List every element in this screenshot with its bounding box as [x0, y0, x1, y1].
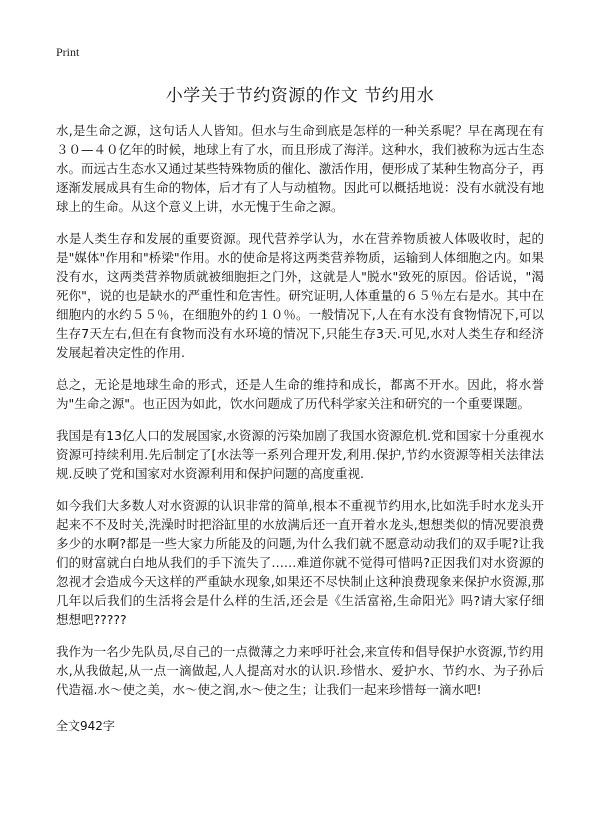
- paragraph-6: 我作为一名少先队员,尽自己的一点微薄之力来呼吁社会,来宣传和倡导保护水资源,节约用水,从我做起,从一点一滴做起,人人提高对水的认识.珍惜水、爱护水、节约水、为子孙后代造福.水～使之美，水～使之润,水～使之生；让我们一起来珍惜每一滴水吧!: [56, 644, 545, 697]
- print-link[interactable]: Print: [56, 45, 80, 59]
- word-count: 全文942字: [56, 719, 115, 733]
- paragraph-1: 水,是生命之源，这句话人人皆知。但水与生命到底是怎样的一种关系呢？早在离现在有３０—４０亿年的时候，地球上有了水，而且形成了海洋。这种水，我们被称为远古生态水。而远古生态水又通过某些特殊物质的催化、激活作用，便形成了某种生物高分子，再逐渐发展成具有生命的物体，后才有了人与动植物。因此可以概括地说：没有水就没有地球上的生命。从这个意义上讲，水无愧于生命之源。: [56, 123, 544, 214]
- page-title: 小学关于节约资源的作文 节约用水: [165, 86, 435, 106]
- paragraph-4: 我国是有13亿人口的发展国家,水资源的污染加剧了我国水资源危机.党和国家十分重视水资源可持续利用.先后制定了[水法等一系列合理开发,利用.保护,节约水资源等相关法律法规.反映了党和国家对水资源利用和保护问题的高度重视.: [56, 428, 544, 481]
- paragraph-2: 水是人类生存和发展的重要资源。现代营养学认为，水在营养物质被人体吸收时，起的是"媒体"作用和"桥梁"作用。水的使命是将这两类营养物质，运输到人体细胞之内。如果没有水，这两类营养物质就被细胞拒之门外，这就是人"脱水"致死的原因。俗话说，"渴死你"，说的也是缺水的严重性和危害性。研究证明,人体重量的６５％左右是水。其中在细胞内的水约５５％，在细胞外的约１０％。一般情况下,人在有水没有食物情况下,可以生存7天左右,但在有食物而没有水环境的情况下,只能生存3天.可见,水对人类生存和经济发展起着决定性的作用.: [56, 231, 544, 360]
- article-body: [56, 121, 544, 734]
- paragraph-3: 总之，无论是地球生命的形式，还是人生命的维持和成长，都离不开水。因此，将水誉为"生命之源"。也正因为如此，饮水问题成了历代科学家关注和研究的一个重要课题。: [56, 377, 544, 411]
- paragraph-5: 如今我们大多数人对水资源的认识非常的简单,根本不重视节约用水,比如洗手时水龙头开起来不不及时关,洗澡时时把浴缸里的水放满后还一直开着水龙头,想想类似的情况要浪费多少的水啊?都是一些大家力所能及的问题,为什么我们就不愿意动动我们的双手呢?让我们的财富就白白地从我们的手下流失了……难道你就不觉得可惜吗?正因我们对水资源的忽视才会造成今天这样的严重缺水现象,如果还不尽快制止这种浪费现象来保护水资源,那几年以后我们的生活将会是什么样的生活,还会是《生活富裕,生命阳光》吗?请大家仔细想想吧?????: [56, 498, 544, 627]
